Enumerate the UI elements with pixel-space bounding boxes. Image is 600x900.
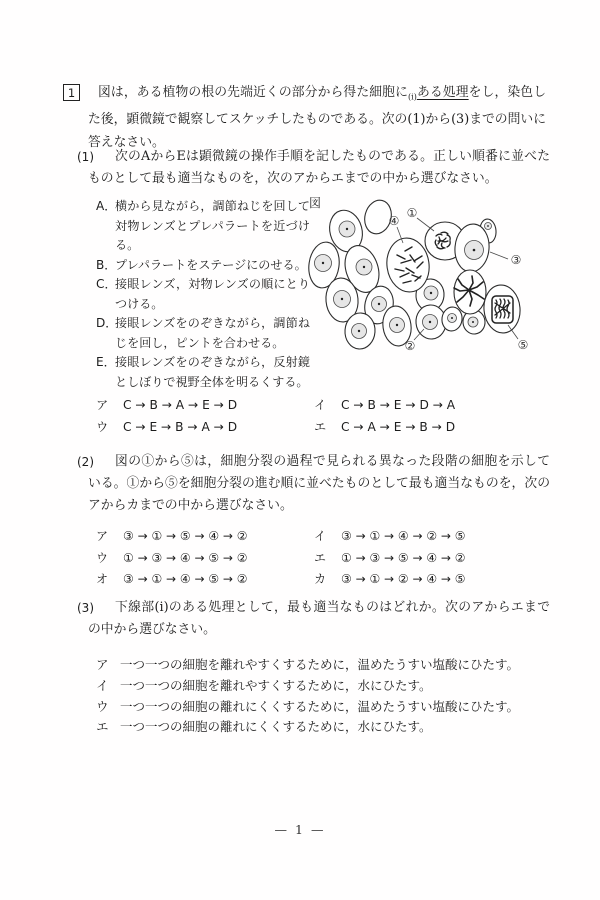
step-e-label: E．: [96, 355, 116, 369]
page-number: — 1 —: [274, 822, 326, 837]
cell-sketch-figure: [302, 193, 542, 367]
part-1-number: (1): [77, 150, 94, 164]
choice-text: ① → ③ → ⑤ → ④ → ②: [341, 550, 466, 565]
choice-text: 一つ一つの細胞の離れにくくするために，水にひたす。: [120, 719, 432, 735]
choice-label: エ: [314, 420, 327, 434]
choice-row: [314, 416, 455, 438]
choice-text: 一つ一つの細胞を離れやすくするために，水にひたす。: [120, 677, 432, 693]
list-item: [96, 275, 310, 314]
choice-label: ア: [96, 657, 109, 672]
question-number-box: 1: [63, 84, 80, 101]
callout-2: ②: [404, 339, 416, 353]
choice-text: ③ → ① → ⑤ → ④ → ②: [123, 529, 248, 543]
choice-text: ③ → ① → ② → ④ → ⑤: [341, 572, 466, 586]
choice-label: ウ: [96, 420, 109, 434]
intro-prefix: 図は，ある植物の根の先端近くの部分から得た細胞に: [98, 85, 409, 100]
step-c-text: 接眼レンズ，対物レンズの順にとりつける。: [115, 277, 310, 311]
callout-1: ①: [406, 206, 418, 220]
choice-text: ③ → ① → ④ → ⑤ → ②: [123, 572, 248, 586]
choice-label: ウ: [96, 550, 109, 565]
callout-5: ⑤: [517, 338, 529, 352]
choice-text: 一つ一つの細胞を離れやすくするために，温めたうすい塩酸にひたす。: [120, 657, 520, 672]
microscope-steps-list: [96, 197, 310, 392]
list-item: [96, 314, 310, 353]
intro-suffix: をし，染色した後，顕微鏡で観察してスケッチしたものである。次の(1)から(3)までの問いに答えなさい。: [88, 85, 547, 150]
choice-row: [96, 676, 519, 697]
list-item: [96, 353, 310, 392]
choice-row: [96, 717, 519, 738]
choice-label: ウ: [96, 698, 109, 714]
part-3-number: (3): [77, 601, 94, 615]
choice-row: [314, 394, 455, 416]
choice-row: [96, 655, 519, 676]
choice-row: [96, 548, 314, 570]
choice-text: C → A → E → B → D: [341, 420, 456, 434]
choice-label: イ: [314, 398, 327, 412]
footnote-marker: (i): [408, 92, 417, 102]
step-d-label: D．: [96, 316, 118, 330]
figure-label: 図: [309, 196, 322, 210]
underlined-phrase: ある処理: [416, 85, 469, 100]
part-2-text: 図の①から⑤は，細胞分裂の過程で見られる異なった段階の細胞を示している。①から⑤を細胞分裂の進む順に並べたものとして最も適当なものを，次のアからカまでの中から選びなさい。: [88, 454, 550, 513]
choice-label: エ: [96, 719, 109, 735]
step-b-text: プレパラートをステージにのせる。: [115, 257, 307, 272]
part-2-number: (2): [77, 455, 94, 469]
step-d-text: 接眼レンズをのぞきながら，調節ねじを回し，ピントを合わせる。: [115, 316, 310, 350]
nucleolus-cell-3: [473, 249, 476, 252]
choice-text: ① → ③ → ④ → ⑤ → ②: [123, 550, 248, 565]
choice-row: [314, 526, 466, 548]
choice-text: 一つ一つの細胞の離れにくくするために，温めたうすい塩酸にひたす。: [120, 698, 520, 714]
choice-label: ア: [96, 398, 109, 412]
choice-row: [96, 416, 314, 438]
step-b-label: B．: [96, 257, 117, 272]
choice-row: [96, 526, 314, 548]
list-item: [96, 197, 310, 256]
step-c-label: C．: [96, 277, 117, 291]
choice-row: [314, 548, 466, 570]
choice-row: [314, 569, 466, 591]
choice-label: カ: [314, 572, 327, 586]
step-a-label: A．: [96, 199, 117, 213]
cell-sketch-svg: [302, 193, 542, 367]
part-3-choices: [96, 655, 519, 738]
part-1-text: 次のAからEは顕微鏡の操作手順を記したものである。正しい順番に並べたものとして最も適当なものを，次のアからエまでの中から選びなさい。: [88, 149, 550, 186]
step-a-text: 横から見ながら，調節ねじを回して対物レンズとプレパラートを近づける。: [115, 199, 310, 252]
choice-label: ア: [96, 529, 109, 543]
callout-3: ③: [510, 253, 522, 267]
choice-row: [96, 569, 314, 591]
choice-text: C → B → E → D → A: [341, 398, 456, 412]
part-2-choices: [96, 526, 466, 591]
choice-row: [96, 697, 519, 718]
step-e-text: 接眼レンズをのぞきながら，反射鏡としぼりで視野全体を明るくする。: [115, 355, 310, 389]
part-1-heading: [77, 146, 550, 190]
choice-label: オ: [96, 572, 109, 586]
choice-label: イ: [96, 677, 109, 693]
choice-text: ③ → ① → ④ → ② → ⑤: [341, 529, 466, 543]
part-1-choices: [96, 394, 455, 438]
choice-text: C → B → A → E → D: [123, 398, 238, 412]
question-intro: [88, 82, 546, 154]
choice-label: イ: [314, 529, 327, 543]
choice-text: C → E → B → A → D: [123, 420, 238, 434]
choice-row: [96, 394, 314, 416]
part-3-text: 下線部(i)のある処理として，最も適当なものはどれか。次のアからエまでの中から選びなさい。: [88, 600, 550, 637]
callout-4: ④: [388, 214, 400, 228]
choice-label: エ: [314, 550, 327, 565]
part-3-heading: [77, 597, 550, 641]
list-item: [96, 256, 310, 276]
part-2-heading: [77, 451, 550, 517]
